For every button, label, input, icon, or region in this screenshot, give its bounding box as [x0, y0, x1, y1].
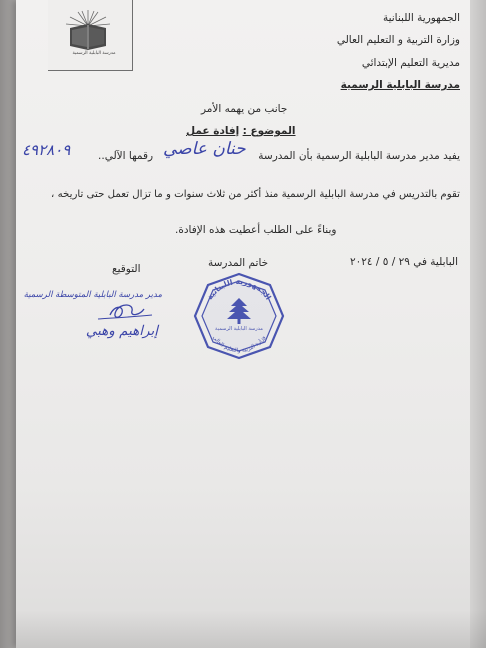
registration-number-label: رقمها الآلي..	[98, 150, 154, 162]
certificate-line-1	[258, 151, 460, 162]
logo-caption: مدرسة البابلية الرسمية	[72, 51, 116, 56]
salutation: جانب من يهمه الأمر	[201, 103, 288, 115]
page-bottom-shade	[16, 610, 486, 648]
signature-name: إبراهيم وهبي	[85, 323, 158, 339]
signature-scribble	[52, 285, 162, 351]
stamp-bottom-text: وزارة التربية والتعليم العالي	[211, 334, 267, 355]
stamp-label: خاتم المدرسة	[208, 257, 269, 269]
page-fold-edge	[470, 0, 486, 648]
signature-block	[23, 285, 162, 351]
certificate-line-3: وبناءً على الطلب أعطيت هذه الإفادة.	[175, 224, 337, 236]
signature-title: مدير مدرسة البابلية المتوسطة الرسمية	[23, 290, 162, 300]
school-logo	[48, 0, 133, 71]
registration-number-handwritten: ٤٩٢٨٠٩	[22, 141, 71, 159]
book-sunburst-icon	[48, 0, 132, 70]
school-stamp	[193, 272, 285, 360]
header-directorate: مديرية التعليم الإبتدائي	[361, 57, 460, 69]
place-and-date: البابلية في ٢٩ / ٥ / ٢٠٢٤	[349, 256, 458, 268]
header-ministry: وزارة التربية و التعليم العالي	[336, 34, 460, 46]
header-school-name: مدرسة البابلية الرسمية	[340, 79, 460, 91]
stamp-center-text: مدرسة البابلية الرسمية	[215, 326, 263, 332]
certificate-line-2: تقوم بالتدريس في مدرسة البابلية الرسمية منذ أكثر من ثلاث سنوات و ما تزال تعمل حتى تاريخه ،	[51, 189, 460, 200]
signature-label: التوقيع	[112, 263, 141, 275]
stamp-top-text: الجمهورية اللبنانية	[205, 276, 273, 302]
subject-line	[186, 126, 296, 137]
header-republic: الجمهورية اللبنانية	[382, 12, 460, 24]
subject-label: الموضوع :	[242, 125, 296, 137]
certificate-line-1-text: يفيد مدير مدرسة البابلية الرسمية بأن المدرسة	[258, 150, 460, 162]
employee-name-handwritten: حنان عاصي	[163, 139, 246, 159]
subject-value: إفادة عمل	[186, 125, 240, 137]
